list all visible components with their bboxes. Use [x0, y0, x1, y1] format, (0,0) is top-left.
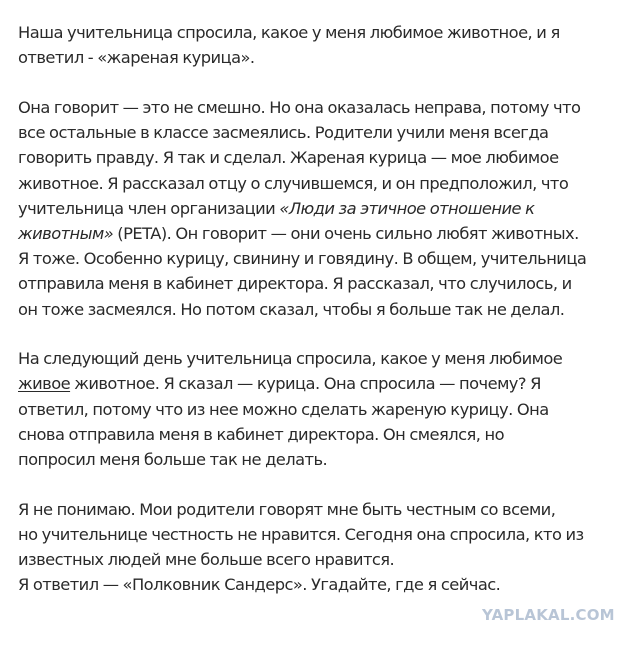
text-line: Наша учительница спросила, какое у меня любимое животное, и я: [18, 23, 560, 42]
paragraph-2: [18, 95, 624, 322]
paragraph-4: [18, 497, 624, 598]
text-line: Я ответил — «Полковник Сандерс». Угадайте, где я сейчас.: [18, 575, 501, 595]
text-line: он тоже засмеялся. Но потом сказал, чтобы я больше так не делал.: [18, 299, 565, 319]
text-line: Я тоже. Особенно курицу, свинину и говядину. В общем, учительница: [18, 249, 587, 269]
text-line: животное. Я рассказал отцу о случившемся, и он предположил, что: [18, 173, 569, 193]
text-line: ответил, потому что из нее можно сделать жареную курицу. Она: [18, 399, 549, 419]
text-line: отправила меня в кабинет директора. Я рассказал, что случилось, и: [18, 274, 572, 294]
text-line: Она говорит — это не смешно. Но она оказалась неправа, потому что: [18, 97, 581, 117]
text-line: учительница член организации «Люди за этичное отношение к: [18, 198, 535, 218]
text-line: животным» (PETA). Он говорит — они очень сильно любят животных.: [18, 223, 579, 243]
peta-italic-name: животным»: [18, 223, 114, 243]
text-line: ответил - «жареная курица».: [18, 48, 255, 68]
text-line: снова отправила меня в кабинет директора. Он смеялся, но: [18, 424, 505, 444]
story-text: [18, 20, 624, 622]
text-line: известных людей мне больше всего нравится.: [18, 550, 395, 570]
text-line: На следующий день учительница спросила, какое у меня любимое: [18, 349, 563, 369]
underlined-word: живое: [18, 374, 71, 394]
paragraph-3: [18, 346, 624, 472]
text-line: Я не понимаю. Мои родители говорят мне быть честным со всеми,: [18, 499, 556, 519]
peta-italic-name: «Люди за этичное отношение к: [279, 198, 535, 218]
paragraph-1: [18, 20, 624, 70]
text-line: все остальные в классе засмеялись. Родители учили меня всегда: [18, 123, 549, 143]
text-line: живое животное. Я сказал — курица. Она спросила — почему? Я: [18, 374, 541, 394]
text-line: попросил меня больше так не делать.: [18, 450, 328, 470]
text-line: но учительнице честность не нравится. Сегодня она спросила, кто из: [18, 524, 584, 544]
text-line: говорить правду. Я так и сделал. Жареная курица — мое любимое: [18, 148, 559, 168]
site-watermark: YAPLAKAL.COM: [482, 606, 615, 624]
